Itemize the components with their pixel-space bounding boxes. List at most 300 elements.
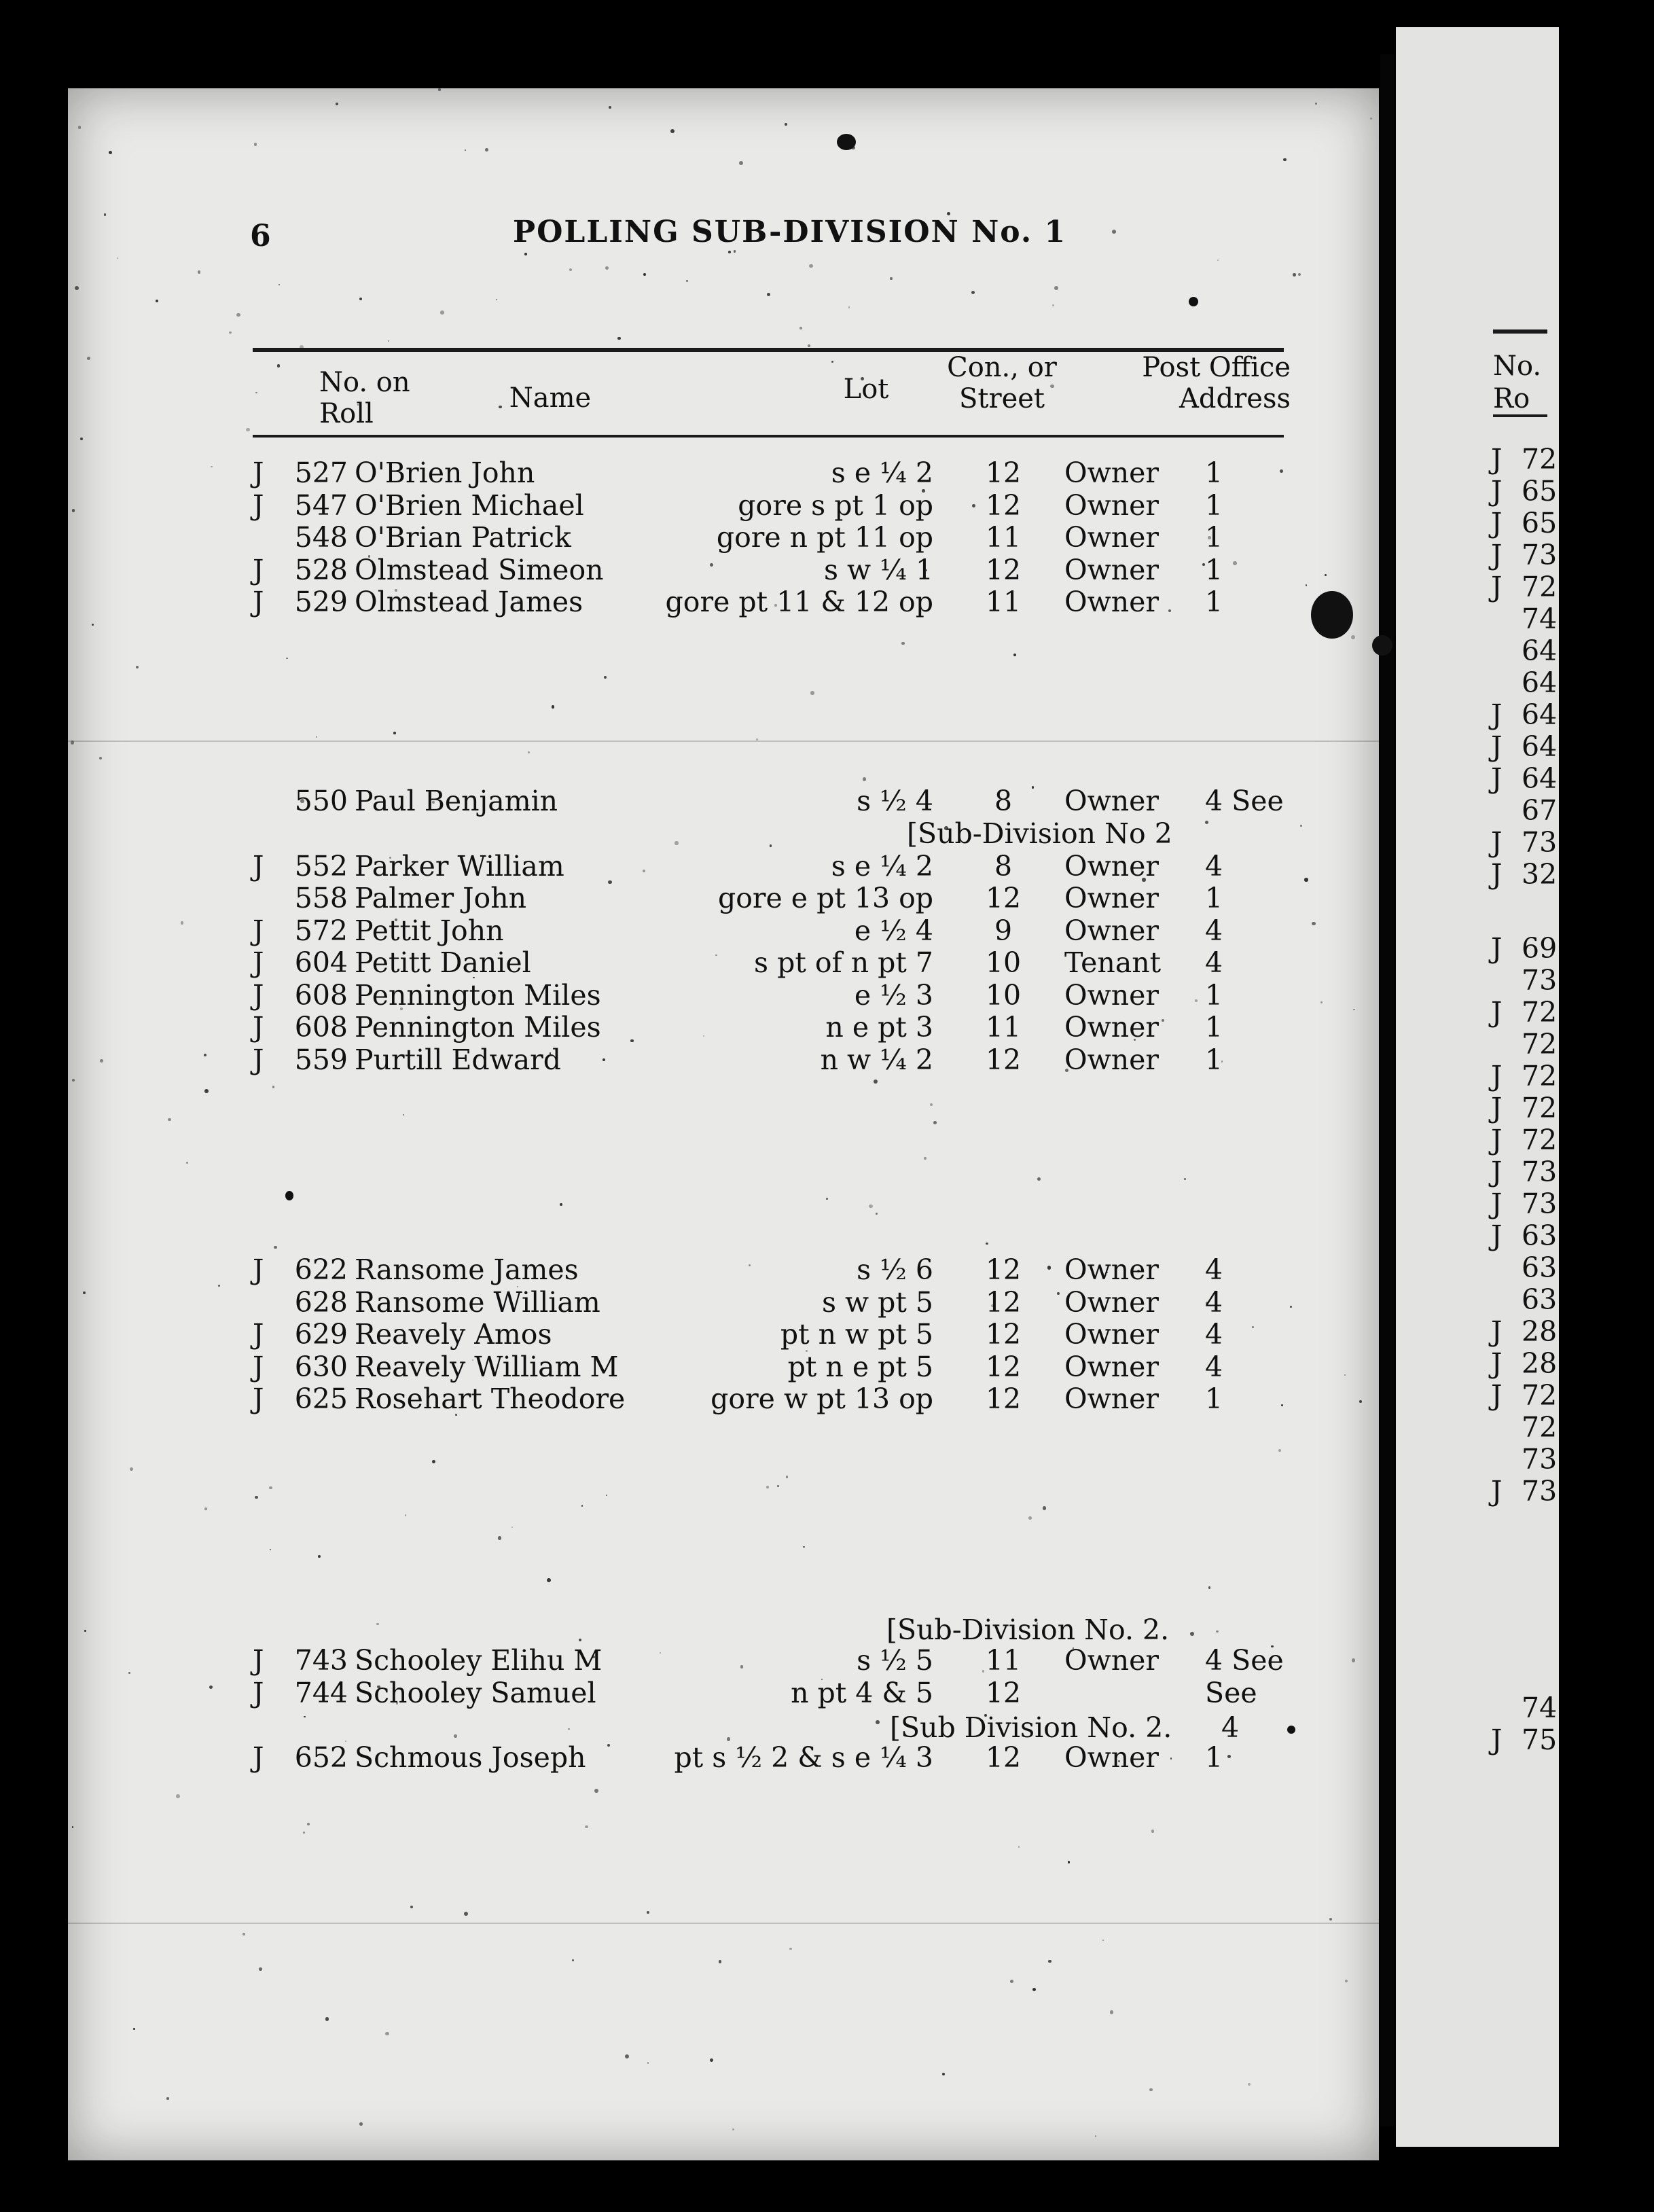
scan-speck <box>572 1959 574 1961</box>
scan-speck <box>606 1495 607 1496</box>
roll-number: 625 <box>294 1382 348 1415</box>
status: Owner <box>1064 1382 1159 1415</box>
roll-marker: J <box>1491 932 1503 965</box>
scan-speck <box>117 257 119 260</box>
roll-marker: J <box>1491 1347 1503 1380</box>
scan-speck <box>325 2017 329 2021</box>
post-office: 4 See <box>1205 1644 1284 1677</box>
status: Owner <box>1064 1285 1159 1319</box>
roll-entry <box>253 1286 1312 1319</box>
roll-marker: J <box>1491 1124 1503 1156</box>
roll-marker: J <box>1491 1475 1503 1508</box>
lot: n pt 4 & 5 <box>791 1676 933 1709</box>
right-roll-entry <box>1491 571 1654 603</box>
scan-speck <box>485 148 488 151</box>
scan-speck <box>1010 1980 1013 1983</box>
scan-speck <box>809 264 813 268</box>
roll-entry <box>253 1318 1312 1351</box>
status: Owner <box>1064 882 1159 914</box>
right-roll-entry <box>1491 698 1654 731</box>
roll-number: 74 <box>1522 603 1558 635</box>
post-office: 4 <box>1205 849 1223 882</box>
voter-name: Olmstead Simeon <box>355 553 604 586</box>
scan-speck <box>274 1246 277 1249</box>
roll-number: 527 <box>294 457 348 489</box>
roll-entry <box>253 850 1312 882</box>
roll-number: 550 <box>294 785 348 817</box>
concession: 11 <box>985 521 1022 554</box>
scan-speck <box>403 1114 404 1116</box>
col-head-no-on-roll-line2: Roll <box>319 398 374 429</box>
status: Owner <box>1064 1741 1159 1774</box>
roll-number: 630 <box>294 1350 348 1383</box>
scan-speck <box>901 642 905 645</box>
roll-number: 63 <box>1522 1283 1558 1316</box>
col-head-no-on-roll-line1: No. on <box>319 367 410 398</box>
post-office: 4 <box>1205 914 1223 947</box>
concession: 12 <box>985 882 1022 914</box>
scan-speck <box>376 1623 378 1625</box>
post-office: 1 <box>1205 1011 1223 1043</box>
voter-name: Purtill Edward <box>355 1043 561 1076</box>
scan-speck <box>524 253 526 255</box>
roll-marker: J <box>253 1350 264 1383</box>
status: Owner <box>1064 488 1159 522</box>
sub-division-note-mid: [Sub Division No. 2. <box>890 1711 1172 1744</box>
roll-number: 64 <box>1522 635 1558 667</box>
right-roll-entry <box>1491 1283 1654 1316</box>
scan-speck <box>647 2062 649 2063</box>
post-office: 1 <box>1205 553 1223 586</box>
scan-speck <box>198 270 200 273</box>
roll-entry <box>253 979 1312 1012</box>
scan-line <box>68 741 1379 742</box>
right-roll-entry <box>1491 635 1654 667</box>
scan-speck <box>255 1496 257 1499</box>
status: Owner <box>1064 1043 1159 1076</box>
roll-marker: J <box>1491 571 1503 603</box>
roll-number: 528 <box>294 553 348 586</box>
scan-speck <box>130 1467 134 1471</box>
scan-speck <box>1013 654 1016 656</box>
roll-marker: J <box>1491 858 1503 891</box>
roll-marker: J <box>1491 1379 1503 1412</box>
lot: s ½ 4 <box>857 785 933 817</box>
scan-speck <box>303 1832 305 1834</box>
scan-speck <box>734 250 736 252</box>
roll-number: 608 <box>294 1011 348 1043</box>
scan-speck <box>609 106 611 109</box>
ink-blot <box>1311 591 1353 639</box>
lot: s ½ 5 <box>857 1644 933 1677</box>
roll-number: 73 <box>1522 964 1558 997</box>
lot: gore pt 11 & 12 op <box>665 586 933 618</box>
roll-entry <box>253 1351 1312 1383</box>
voter-name: Pennington Miles <box>355 978 601 1012</box>
roll-number: 743 <box>294 1644 348 1677</box>
roll-number: 72 <box>1522 1411 1558 1444</box>
concession: 12 <box>985 488 1022 522</box>
scan-speck <box>186 1162 189 1164</box>
scan-speck <box>604 676 607 679</box>
ink-spot <box>1189 297 1198 306</box>
scan-speck <box>585 1825 588 1829</box>
scan-speck <box>72 509 75 512</box>
scan-speck <box>1095 2135 1096 2137</box>
scan-speck <box>1112 230 1116 234</box>
scan-speck <box>318 1555 321 1558</box>
roll-entry <box>253 946 1312 979</box>
scan-speck <box>986 1243 988 1245</box>
scan-speck <box>876 1720 880 1724</box>
col-head-con-line1: Con., or <box>947 352 1057 383</box>
lot: s w ¼ 1 <box>823 553 933 586</box>
scan-speck <box>511 1527 513 1528</box>
roll-number: 73 <box>1522 1156 1558 1188</box>
scan-speck <box>432 1460 435 1463</box>
concession: 9 <box>994 914 1013 947</box>
scan-speck <box>767 293 770 296</box>
right-roll-entry <box>1491 858 1654 891</box>
roll-entry <box>253 489 1312 522</box>
right-col-head-line1: No. <box>1493 351 1542 382</box>
scan-speck <box>87 357 90 360</box>
right-col-head-line2: Ro <box>1493 383 1530 414</box>
scan-speck <box>647 1911 649 1914</box>
roll-number: 64 <box>1522 730 1558 763</box>
concession: 8 <box>994 849 1013 882</box>
roll-number: 547 <box>294 488 348 522</box>
voter-name: Reavely William M <box>355 1350 619 1383</box>
scan-speck <box>594 1789 598 1793</box>
post-office: 1 <box>1205 978 1223 1012</box>
right-col-head <box>1493 350 1541 415</box>
voter-name: Pettit John <box>355 914 504 947</box>
scan-speck <box>109 151 112 154</box>
roll-number: 72 <box>1522 1060 1558 1092</box>
scan-speck <box>286 658 288 660</box>
concession: 12 <box>985 1382 1022 1415</box>
roll-number: 64 <box>1522 762 1558 795</box>
scan-speck <box>1028 1516 1032 1520</box>
roll-number: 73 <box>1522 539 1558 571</box>
scan-speck <box>204 1054 206 1056</box>
col-head-no-on-roll <box>319 367 414 429</box>
scan-speck <box>359 298 362 300</box>
status: Owner <box>1064 1350 1159 1383</box>
concession: 12 <box>985 1043 1022 1076</box>
roll-number: 65 <box>1522 475 1558 507</box>
voter-name: Schmous Joseph <box>355 1741 586 1774</box>
scan-speck <box>71 741 75 745</box>
scan-speck <box>278 284 280 285</box>
post-office: 1 <box>1205 1043 1223 1076</box>
scan-speck <box>1048 1960 1051 1963</box>
scan-speck <box>1208 1586 1211 1589</box>
roll-number: 65 <box>1522 507 1558 539</box>
roll-entry <box>253 1741 1312 1774</box>
scan-speck <box>605 266 609 270</box>
scan-speck <box>930 1103 933 1106</box>
scan-speck <box>498 1536 502 1540</box>
right-roll-entry <box>1491 1475 1654 1508</box>
right-roll-entry <box>1491 1124 1654 1156</box>
scan-speck <box>1052 304 1054 306</box>
roll-entry <box>253 1677 1312 1709</box>
scan-speck <box>670 129 675 133</box>
right-roll-entry <box>1491 1379 1654 1412</box>
concession: 12 <box>985 1253 1022 1286</box>
right-roll-entry <box>1491 507 1654 539</box>
post-office: 1 <box>1205 586 1223 618</box>
scan-speck <box>236 313 240 317</box>
scan-speck <box>1184 1178 1186 1180</box>
scan-speck <box>831 361 833 363</box>
roll-entry <box>253 1644 1312 1677</box>
scan-speck <box>83 1291 86 1294</box>
scan-speck <box>1353 1009 1355 1011</box>
lot: s e ¼ 2 <box>831 457 933 489</box>
scan-speck <box>1216 1630 1218 1633</box>
concession: 12 <box>985 1676 1022 1709</box>
scan-speck <box>259 1967 262 1971</box>
roll-marker: J <box>253 849 264 882</box>
status: Owner <box>1064 1644 1159 1677</box>
roll-marker: J <box>1491 1188 1503 1220</box>
scan-speck <box>728 251 731 253</box>
scan-speck <box>1032 1988 1036 1991</box>
voter-name: Schooley Samuel <box>355 1676 596 1709</box>
post-office: 1 <box>1205 521 1223 554</box>
scan-speck <box>770 844 772 847</box>
concession: 11 <box>985 586 1022 618</box>
roll-number: 72 <box>1522 1124 1558 1156</box>
scan-speck <box>393 732 396 734</box>
sub-division-note-top: [Sub-Division No. 2. <box>886 1613 1170 1646</box>
roll-entry <box>253 586 1312 618</box>
right-roll-entry <box>1491 1251 1654 1284</box>
scan-speck <box>552 705 555 709</box>
scan-speck <box>1352 1658 1355 1662</box>
scan-speck <box>1217 260 1219 261</box>
scan-speck <box>826 1198 828 1200</box>
right-roll-entry <box>1491 1156 1654 1188</box>
right-roll-entry <box>1491 1219 1654 1252</box>
lot: e ½ 4 <box>854 914 933 947</box>
roll-marker: J <box>1491 1060 1503 1092</box>
roll-marker: J <box>253 553 264 586</box>
lot: s pt of n pt 7 <box>754 946 933 979</box>
scan-speck <box>136 666 139 668</box>
scan-speck <box>732 2128 734 2130</box>
right-roll-entry <box>1491 1347 1654 1380</box>
col-head-post-line2: Address <box>1179 383 1291 414</box>
sub-division-note: [Sub-Division No 2 <box>907 817 1172 850</box>
scan-speck <box>803 1546 804 1548</box>
scan-speck <box>92 624 94 626</box>
voter-name: O'Brien Michael <box>355 488 584 522</box>
lot: gore e pt 13 op <box>717 882 933 914</box>
scan-speck <box>1278 1449 1281 1452</box>
roll-number: 652 <box>294 1741 348 1774</box>
scan-speck <box>176 1794 180 1798</box>
scan-speck <box>204 1089 209 1093</box>
roll-marker: J <box>253 914 264 947</box>
roll-marker: J <box>253 1644 264 1677</box>
roll-number: 72 <box>1522 571 1558 603</box>
right-roll-entry <box>1491 794 1654 827</box>
scan-speck <box>1344 1374 1346 1376</box>
col-head-lot: Lot <box>843 374 889 405</box>
right-column-head-rule <box>1493 414 1547 417</box>
status: Owner <box>1064 521 1159 554</box>
post-office: 1 <box>1205 1741 1223 1774</box>
scan-speck <box>270 1549 271 1550</box>
roll-number: 32 <box>1522 858 1558 891</box>
voter-name: Palmer John <box>355 882 527 914</box>
roll-entry <box>253 882 1312 914</box>
roll-marker: J <box>253 457 264 489</box>
concession: 12 <box>985 1741 1022 1774</box>
lot: pt n w pt 5 <box>780 1318 933 1351</box>
roll-marker: J <box>1491 507 1503 539</box>
scan-speck <box>1370 118 1372 120</box>
scan-speck <box>1151 1830 1154 1832</box>
scan-speck <box>727 1737 730 1741</box>
status: Owner <box>1064 586 1159 618</box>
scan-speck <box>1110 2010 1114 2014</box>
scan-speck <box>643 273 646 276</box>
scan-speck <box>277 364 281 368</box>
scan-speck <box>104 213 106 215</box>
scan-speck <box>1043 1506 1046 1510</box>
voter-name: O'Brian Patrick <box>355 521 571 554</box>
roll-marker: J <box>253 1676 264 1709</box>
right-roll-entry <box>1491 964 1654 997</box>
scan-speck <box>388 340 389 342</box>
scan-speck <box>1351 635 1355 639</box>
scan-speck <box>581 1505 583 1507</box>
voter-name: Rosehart Theodore <box>355 1382 626 1415</box>
scan-speck <box>254 143 257 145</box>
scan-speck <box>1298 273 1301 276</box>
right-roll-entry <box>1491 1315 1654 1348</box>
scan-speck <box>675 841 679 845</box>
status: Owner <box>1064 849 1159 882</box>
roll-number: 604 <box>294 946 348 979</box>
scan-speck <box>242 1933 245 1936</box>
roll-number: 69 <box>1522 932 1558 965</box>
concession: 12 <box>985 553 1022 586</box>
scan-speck <box>719 1960 722 1963</box>
scan-speck <box>181 921 183 924</box>
scan-speck <box>1068 1861 1070 1863</box>
roll-number: 559 <box>294 1043 348 1076</box>
roll-number: 75 <box>1522 1724 1558 1756</box>
scan-speck <box>1329 1918 1332 1921</box>
scan-speck <box>786 1476 789 1478</box>
roll-marker: J <box>253 978 264 1012</box>
sub-division-note-mid-addr: 4 <box>1221 1711 1240 1744</box>
roll-entry <box>253 914 1312 947</box>
post-office: See <box>1205 1676 1257 1709</box>
roll-number: 622 <box>294 1253 348 1286</box>
right-roll-entry <box>1491 666 1654 699</box>
scan-speck <box>617 337 620 340</box>
post-office: 1 <box>1205 1382 1223 1415</box>
scan-speck <box>156 300 158 302</box>
scan-speck <box>80 438 83 440</box>
scan-speck <box>499 406 501 408</box>
scan-speck <box>799 327 802 329</box>
scan-speck <box>942 2073 945 2075</box>
roll-marker: J <box>1491 443 1503 476</box>
roll-marker: J <box>1491 698 1503 731</box>
roll-number: 572 <box>294 914 348 947</box>
right-roll-entry <box>1491 539 1654 571</box>
scan-speck <box>1248 2083 1251 2086</box>
voter-name: Schooley Elihu M <box>355 1644 603 1677</box>
scan-speck <box>211 466 212 467</box>
roll-number: 73 <box>1522 1188 1558 1220</box>
status: Owner <box>1064 1318 1159 1351</box>
post-office: 1 <box>1205 457 1223 489</box>
roll-number: 72 <box>1522 443 1558 476</box>
voter-name: Parker William <box>355 849 564 882</box>
scan-speck <box>246 428 249 431</box>
concession: 12 <box>985 457 1022 489</box>
status: Owner <box>1064 978 1159 1012</box>
scan-speck <box>874 1080 878 1084</box>
right-roll-entry <box>1491 475 1654 507</box>
roll-number: 628 <box>294 1285 348 1319</box>
roll-entry <box>253 521 1312 554</box>
roll-number: 558 <box>294 882 348 914</box>
roll-marker: J <box>1491 1156 1503 1188</box>
lot: gore s pt 1 op <box>738 488 933 522</box>
scan-speck <box>739 161 743 165</box>
scan-speck <box>808 344 810 347</box>
lot: e ½ 3 <box>854 978 933 1012</box>
voter-name: Olmstead James <box>355 586 583 618</box>
roll-entry <box>253 1253 1312 1286</box>
scan-speck <box>255 392 257 393</box>
roll-marker: J <box>1491 996 1503 1029</box>
scan-speck <box>128 1672 130 1674</box>
roll-entry <box>253 1382 1312 1415</box>
scan-speck <box>72 1826 74 1828</box>
scan-speck <box>75 286 79 290</box>
post-office: 1 <box>1205 882 1223 914</box>
post-office: 1 <box>1205 488 1223 522</box>
roll-number: 28 <box>1522 1315 1558 1348</box>
status: Owner <box>1064 457 1159 489</box>
roll-entry <box>253 1043 1312 1076</box>
scan-speck <box>385 2032 389 2035</box>
scan-speck <box>1293 273 1296 276</box>
voter-name: Ransome William <box>355 1285 600 1319</box>
ink-spot <box>285 1191 293 1200</box>
roll-number: 529 <box>294 586 348 618</box>
concession: 12 <box>985 1285 1022 1319</box>
roll-number: 72 <box>1522 996 1558 1029</box>
scan-speck <box>1359 1400 1362 1403</box>
roll-marker: J <box>1491 762 1503 795</box>
scan-speck <box>1037 1177 1041 1181</box>
roll-marker: J <box>253 1741 264 1774</box>
scan-speck <box>78 126 82 129</box>
roll-entry <box>253 1011 1312 1043</box>
